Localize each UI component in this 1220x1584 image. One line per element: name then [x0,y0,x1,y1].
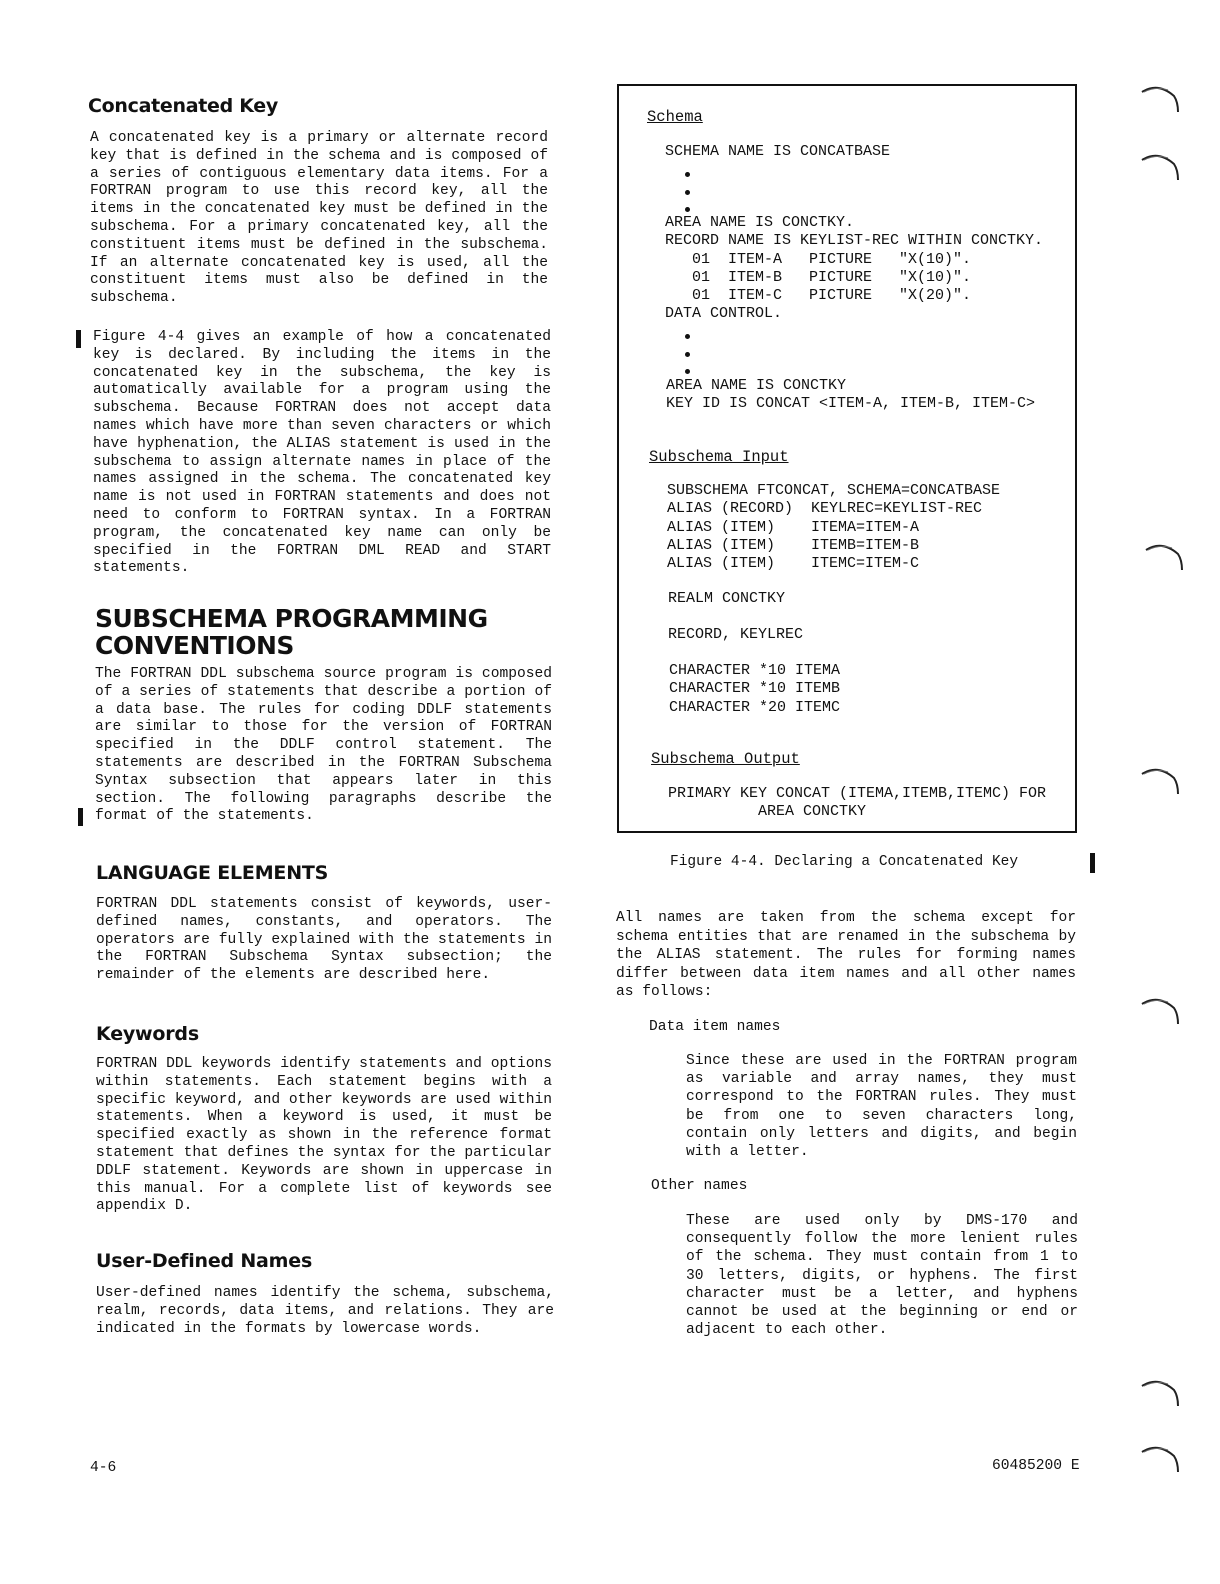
binder-hole-icon [1140,1440,1180,1480]
document-number: 60485200 E [992,1458,1080,1474]
ellipsis-dot [685,207,690,212]
subschema-record: RECORD, KEYLREC [668,626,804,643]
concatenated-key-para1: A concatenated key is a primary or alternate record key that is defined in the schema and is composed of a series of contiguous elementary data items. For a FORTRAN program to use this record key, all the items in the concatenated key must be defined in the subschema. For a primary concatenated key, all the constituent items must be defined in the subschema. If an alternate concatenated key is used, all the constituent items must also be defined in the subschema. [90,130,548,307]
page-number: 4-6 [90,1460,117,1476]
subschema-output-block: PRIMARY KEY CONCAT (ITEMA,ITEMB,ITEMC) FOR AREA CONCTKY [668,785,1047,821]
data-item-names-para: Since these are used in the FORTRAN program as variable and array names, they must correspond to the FORTRAN rules. They must be from one to seven characters long, contain only letters and digits, and begin with a letter. [686,1053,1077,1161]
language-elements-heading: LANGUAGE ELEMENTS [96,862,329,884]
binder-hole-icon [1144,538,1184,578]
revision-bar [76,330,81,348]
binder-hole-icon [1140,762,1180,802]
schema-tail: AREA NAME IS CONCTKY KEY ID IS CONCAT <ITEM-A, ITEM-B, ITEM-C> [666,377,1036,413]
ellipsis-dot [685,352,690,357]
language-elements-para: FORTRAN DDL statements consist of keywords, user-defined names, constants, and operators. The operators are fully explained with the statements in the FORTRAN Subschema Syntax subsection; the remainder of the elements are described here. [96,896,552,984]
subschema-conventions-para: The FORTRAN DDL subschema source program is composed of a series of statements that describe a portion of a data base. The rules for coding DDLF statements are similar to those for the version of FORTRAN specified in the DDLF control statement. The statements are described in the FORTRAN Subschema Syntax subsection that appears later in this section. The following paragraphs describe the format of the statements. [95,666,552,825]
binder-hole-icon [1140,148,1180,188]
binder-hole-icon [1140,1374,1180,1414]
user-defined-names-heading: User-Defined Names [96,1250,313,1272]
concatenated-key-heading: Concatenated Key [88,95,278,117]
schema-heading: Schema [647,108,703,126]
concatenated-key-para2: Figure 4-4 gives an example of how a concatenated key is declared. By including the items in the concatenated key in the subschema, the key is automatically available for a program using the subschema. Because FORTRAN does not accept data names which have more than seven characters or which have hyphenation, the ALIAS statement is used in the subschema to assign alternate names in place of the names assigned in the schema. The concatenated key name is not used in FORTRAN statements and does not need to conform to FORTRAN syntax. In a FORTRAN program, the concatenated key name can only be specified in the FORTRAN DML READ and START statements. [93,329,551,577]
subschema-output-heading: Subschema Output [651,750,800,768]
subschema-conventions-heading: SUBSCHEMA PROGRAMMING CONVENTIONS [95,604,488,660]
revision-bar [1090,853,1095,873]
keywords-heading: Keywords [96,1023,199,1045]
subschema-characters: CHARACTER *10 ITEMA CHARACTER *10 ITEMB CHARACTER *20 ITEMC [669,662,841,716]
other-names-para: These are used only by DMS-170 and consequently follow the more lenient rules of the schema. They must contain from 1 to 30 letters, digits, or hyphens. The first character must be a letter, and hyphens cannot be used at the beginning or end or adjacent to each other. [686,1213,1078,1339]
ellipsis-dot [685,369,690,374]
ellipsis-dot [685,334,690,339]
names-intro-para: All names are taken from the schema except for schema entities that are renamed in the subschema by the ALIAS statement. The rules for forming names differ between data item names and all other names as follows: [616,910,1076,1000]
schema-block: AREA NAME IS CONCTKY. RECORD NAME IS KEYLIST-REC WITHIN CONCTKY. 01 ITEM-A PICTURE "X(10)". 01 ITEM-B PICTURE "X(10)". 01 ITEM-C PICTURE "X(20)". DATA CONTROL. [665,214,1044,323]
binder-hole-icon [1140,992,1180,1032]
ellipsis-dot [685,172,690,177]
ellipsis-dot [685,190,690,195]
keywords-para: FORTRAN DDL keywords identify statements and options within statements. Each statement begins with a specific keyword, and other keywords are used within statements. When a keyword is used, it must be specified exactly as shown in the reference format statement that defines the syntax for the particular DDLF statement. Keywords are shown in uppercase in this manual. For a complete list of keywords see appendix D. [96,1056,552,1215]
revision-bar [78,808,83,826]
figure-4-4-box [617,84,1077,833]
binder-hole-icon [1140,80,1180,120]
schema-line1: SCHEMA NAME IS CONCATBASE [665,143,891,160]
subschema-realm: REALM CONCTKY [668,590,786,607]
other-names-subhead: Other names [651,1178,748,1194]
subschema-input-heading: Subschema Input [649,448,789,466]
user-defined-names-para: User-defined names identify the schema, subschema, realm, records, data items, and relations. They are indicated in the formats by lowercase words. [96,1285,554,1337]
figure-caption: Figure 4-4. Declaring a Concatenated Key [670,854,1019,870]
subschema-input-block: SUBSCHEMA FTCONCAT, SCHEMA=CONCATBASE ALIAS (RECORD) KEYLREC=KEYLIST-REC ALIAS (ITEM) ITEMA=ITEM-A ALIAS (ITEM) ITEMB=ITEM-B ALIAS (ITEM) ITEMC=ITEM-C [667,482,1001,573]
data-item-names-subhead: Data item names [649,1019,781,1035]
